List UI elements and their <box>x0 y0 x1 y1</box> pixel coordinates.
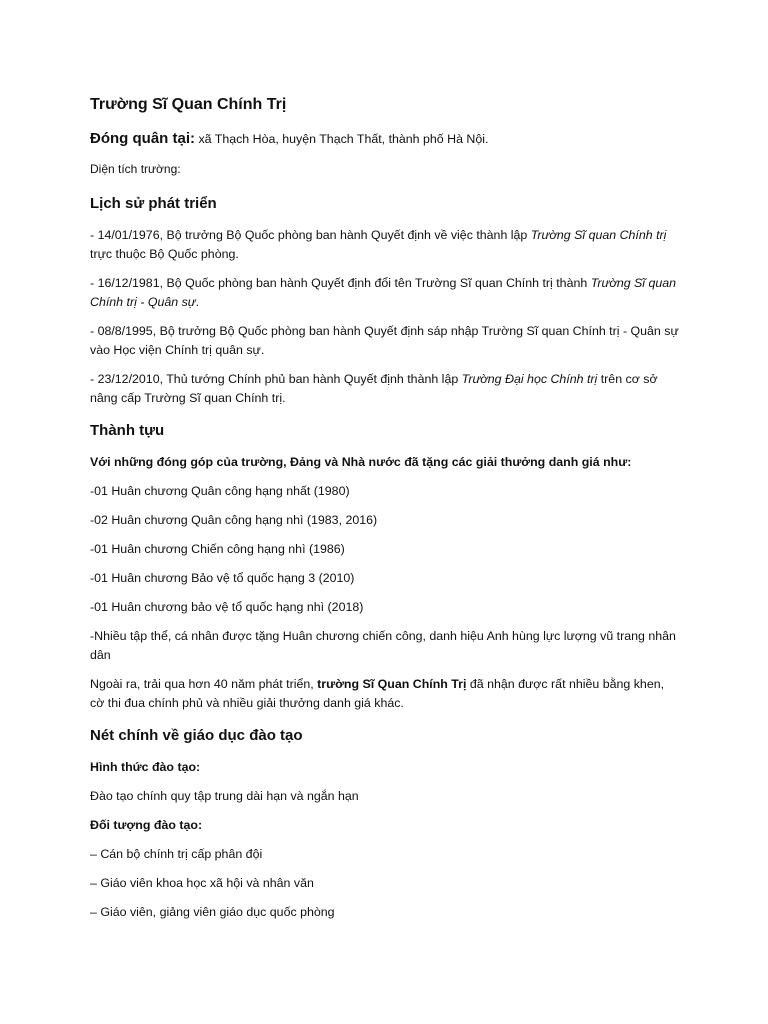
location-value: xã Thạch Hòa, huyện Thạch Thất, thành phố Hà Nội. <box>198 132 489 146</box>
history-heading: Lịch sử phát triển <box>90 195 217 212</box>
history-item-emphasis: Trường Sĩ quan Chính trị <box>530 228 667 242</box>
document-body <box>90 96 680 932</box>
location-line <box>90 129 680 149</box>
achievements-intro: Với những đóng góp của trường, Đảng và Nhà nước đã tặng các giải thưởng danh giá như: <box>90 455 632 469</box>
history-item <box>90 322 680 360</box>
award-item: -02 Huân chương Quân công hạng nhì (1983, 2016) <box>90 513 378 527</box>
award-item: -01 Huân chương Bảo vệ tổ quốc hạng 3 (2010) <box>90 571 355 585</box>
closing-text: Ngoài ra, trải qua hơn 40 năm phát triển, <box>90 677 318 691</box>
history-item-text: - 08/8/1995, Bộ trưởng Bộ Quốc phòng ban hành Quyết định sáp nhập Trường Sĩ quan Chính trị - Quân sự vào Học viện Chính trị quân sự. <box>90 324 679 357</box>
location-label: Đóng quân tại: <box>90 130 195 147</box>
award-item: -Nhiều tập thể, cá nhân được tặng Huân chương chiến công, danh hiệu Anh hùng lực lượng vũ trang nhân dân <box>90 629 676 662</box>
history-item-emphasis: Trường Đại học Chính trị <box>461 372 598 386</box>
history-item <box>90 370 680 408</box>
award-item: -01 Huân chương Chiến công hạng nhì (1986) <box>90 542 345 556</box>
award-item: -01 Huân chương bảo vệ tổ quốc hạng nhì (2018) <box>90 600 364 614</box>
form-label: Hình thức đào tạo: <box>90 760 201 774</box>
education-heading: Nét chính về giáo dục đào tạo <box>90 727 303 744</box>
form-value: Đào tạo chính quy tập trung dài hạn và ngắn hạn <box>90 789 359 803</box>
history-item-text: - 16/12/1981, Bộ Quốc phòng ban hành Quyết định đổi tên Trường Sĩ quan Chính trị thành <box>90 276 591 290</box>
closing-text-end: đã nhận được rất nhiều bằng khen, cờ thi đua chính phủ và nhiều giải thưởng danh giá khác. <box>90 677 665 710</box>
closing-bold: trường Sĩ Quan Chính Trị <box>317 677 467 691</box>
history-item-text: - 14/01/1976, Bộ trưởng Bộ Quốc phòng ban hành Quyết định về việc thành lập <box>90 228 531 242</box>
history-item-text: - 23/12/2010, Thủ tướng Chính phủ ban hành Quyết định thành lập <box>90 372 462 386</box>
history-item-text-end: . <box>195 295 200 309</box>
history-item <box>90 226 680 264</box>
area-line: Diện tích trường: <box>90 162 181 176</box>
history-item-emphasis: Trường Sĩ quan Chính trị - Quân sự <box>90 276 677 309</box>
history-item-text-end: trực thuộc Bộ Quốc phòng. <box>90 247 239 261</box>
page-title: Trường Sĩ Quan Chính Trị <box>90 96 287 113</box>
award-item: -01 Huân chương Quân công hạng nhất (1980) <box>90 484 350 498</box>
history-item-text-end: trên cơ sở nâng cấp Trường Sĩ quan Chính trị. <box>90 372 658 405</box>
target-label: Đối tượng đào tạo: <box>90 818 203 832</box>
target-item: – Giáo viên khoa học xã hội và nhân văn <box>90 876 314 890</box>
achievements-closing <box>90 675 680 713</box>
history-item <box>90 274 680 312</box>
target-item: – Cán bộ chính trị cấp phân đội <box>90 847 263 861</box>
achievements-heading: Thành tựu <box>90 422 165 439</box>
target-item: – Giáo viên, giảng viên giáo dục quốc phòng <box>90 905 335 919</box>
